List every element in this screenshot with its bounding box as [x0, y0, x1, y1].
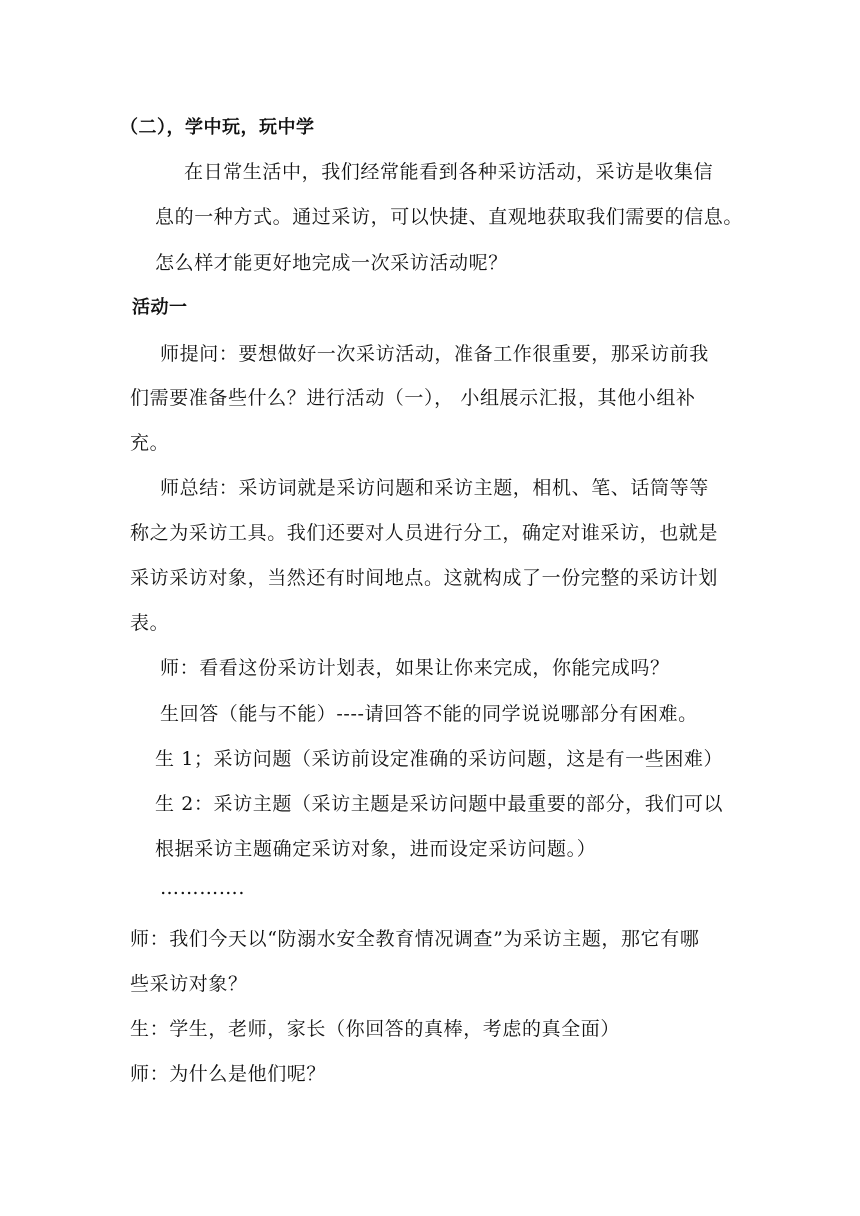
teacher-summary-line-2: 称之为采访工具。我们还要对人员进行分工，确定对谁采访，也就是 — [130, 522, 719, 544]
intro-line-2: 息的一种方式。通过采访，可以快捷、直观地获取我们需要的信息。 — [155, 206, 744, 228]
activity-heading: 活动一 — [132, 297, 188, 318]
teacher-question-line-1: 师提问：要想做好一次采访活动，准备工作很重要，那采访前我 — [160, 343, 709, 365]
student-answer: 生回答（能与不能）----请回答不能的同学说说哪部分有困难。 — [160, 703, 698, 725]
teacher-ask: 师：看看这份采访计划表，如果让你来完成，你能完成吗？ — [160, 657, 670, 679]
student-1: 生 1；采访问题（采访前设定准确的采访问题，这是有一些困难） — [155, 748, 724, 770]
teacher-why: 师：为什么是他们呢？ — [130, 1063, 327, 1085]
teacher-topic-line-1: 师：我们今天以“防溺水安全教育情况调查”为采访主题，那它有哪 — [130, 928, 700, 950]
teacher-summary-line-3: 采访采访对象，当然还有时间地点。这就构成了一份完整的采访计划 — [130, 567, 719, 589]
teacher-question-line-2: 们需要准备些什么？进行活动（一）， 小组展示汇报，其他小组补 — [130, 387, 696, 409]
student-2-line-2: 根据采访主题确定采访对象，进而设定采访问题。） — [155, 838, 597, 860]
intro-line-3: 怎么样才能更好地完成一次采访活动呢？ — [155, 252, 508, 274]
teacher-summary-line-1: 师总结：采访词就是采访问题和采访主题，相机、笔、话筒等等 — [160, 477, 709, 499]
student-2-line-1: 生 2：采访主题（采访主题是采访问题中最重要的部分，我们可以 — [155, 793, 724, 815]
section-heading: （二），学中玩，玩中学 — [120, 117, 315, 138]
student-reply: 生：学生，老师，家长（你回答的真棒，考虑的真全面） — [130, 1018, 621, 1040]
teacher-summary-line-4: 表。 — [130, 612, 170, 634]
intro-line-1: 在日常生活中，我们经常能看到各种采访活动，采访是收集信 — [184, 161, 714, 183]
teacher-question-line-3: 充。 — [130, 432, 170, 454]
teacher-topic-line-2: 些采访对象？ — [130, 973, 248, 995]
ellipsis: …………. — [160, 877, 246, 899]
